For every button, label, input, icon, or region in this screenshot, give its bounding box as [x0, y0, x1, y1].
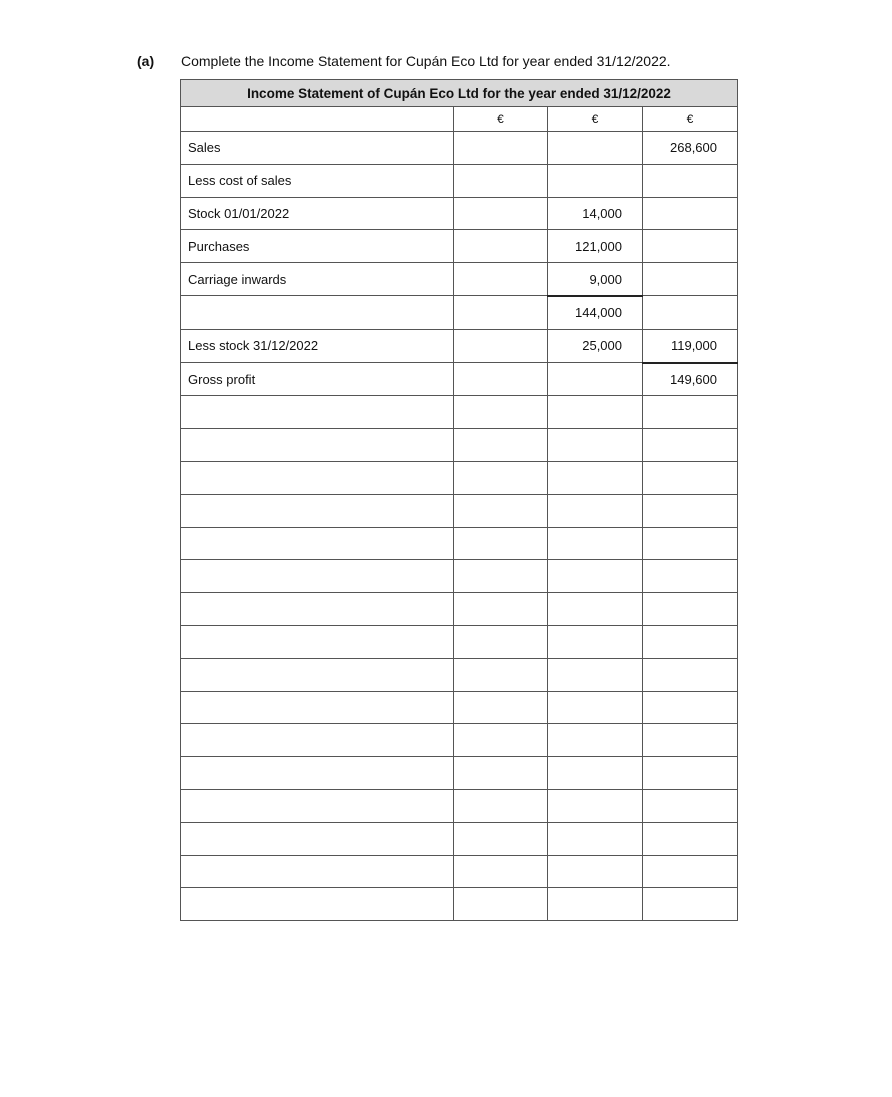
statement-row [181, 363, 738, 396]
amount-col3-cell: 268,600 [643, 132, 738, 165]
row-label-cell [181, 494, 454, 527]
amount-col1-cell [454, 296, 548, 329]
statement-row [181, 461, 738, 494]
row-label-cell [181, 527, 454, 560]
amount-col1-cell [454, 164, 548, 197]
question-label: (a) [137, 53, 155, 69]
amount-col1-cell [454, 429, 548, 462]
amount-col1-cell [454, 263, 548, 296]
amount-col2-cell [548, 757, 643, 790]
statement-row [181, 132, 738, 165]
amount-col2-cell [548, 789, 643, 822]
amount-col1-cell [454, 724, 548, 757]
statement-row [181, 822, 738, 855]
amount-col3-cell [643, 197, 738, 230]
amount-col3-cell [643, 429, 738, 462]
row-label-cell [181, 855, 454, 888]
row-label-cell [181, 296, 454, 329]
amount-col3-cell [643, 494, 738, 527]
amount-col1-cell [454, 658, 548, 691]
row-label-cell [181, 789, 454, 822]
amount-col2-cell [548, 396, 643, 429]
amount-col2-cell [548, 164, 643, 197]
amount-col1-cell [454, 822, 548, 855]
amount-col3-cell [643, 757, 738, 790]
statement-row [181, 691, 738, 724]
amount-col2-cell: 9,000 [548, 263, 643, 296]
amount-col1-cell [454, 363, 548, 396]
row-label-cell [181, 593, 454, 626]
row-label-cell: Stock 01/01/2022 [181, 197, 454, 230]
amount-col3-cell [643, 263, 738, 296]
statement-row [181, 888, 738, 921]
amount-col1-cell [454, 230, 548, 263]
amount-col2-cell [548, 658, 643, 691]
statement-row [181, 724, 738, 757]
statement-row [181, 494, 738, 527]
amount-col3-cell [643, 658, 738, 691]
statement-title: Income Statement of Cupán Eco Ltd for the year ended 31/12/2022 [181, 80, 738, 107]
statement-row [181, 658, 738, 691]
row-label-cell [181, 822, 454, 855]
row-label-cell [181, 625, 454, 658]
statement-row [181, 593, 738, 626]
amount-col1-cell [454, 494, 548, 527]
amount-col2-cell [548, 625, 643, 658]
amount-col3-cell: 149,600 [643, 363, 738, 396]
amount-col3-cell [643, 593, 738, 626]
row-label-cell [181, 757, 454, 790]
row-label-cell: Less cost of sales [181, 164, 454, 197]
row-label-cell: Purchases [181, 230, 454, 263]
statement-row [181, 164, 738, 197]
row-label-cell [181, 888, 454, 921]
currency-header-col3: € [643, 107, 738, 132]
row-label-cell: Less stock 31/12/2022 [181, 329, 454, 362]
statement-row [181, 263, 738, 296]
row-label-cell [181, 658, 454, 691]
amount-col2-cell [548, 363, 643, 396]
amount-col2-cell: 121,000 [548, 230, 643, 263]
currency-header-row [181, 107, 738, 132]
amount-col2-cell [548, 132, 643, 165]
amount-col2-cell [548, 691, 643, 724]
amount-col1-cell [454, 329, 548, 362]
statement-row [181, 855, 738, 888]
currency-header-col1: € [454, 107, 548, 132]
amount-col1-cell [454, 757, 548, 790]
amount-col2-cell [548, 855, 643, 888]
amount-col1-cell [454, 789, 548, 822]
income-statement-table [180, 79, 738, 921]
question-text: Complete the Income Statement for Cupán Eco Ltd for year ended 31/12/2022. [181, 53, 671, 69]
amount-col1-cell [454, 888, 548, 921]
statement-row [181, 527, 738, 560]
amount-col3-cell [643, 296, 738, 329]
header-blank-cell [181, 107, 454, 132]
amount-col2-cell: 14,000 [548, 197, 643, 230]
statement-row [181, 560, 738, 593]
amount-col1-cell [454, 560, 548, 593]
amount-col3-cell [643, 822, 738, 855]
row-label-cell [181, 560, 454, 593]
statement-row [181, 197, 738, 230]
amount-col2-cell: 144,000 [548, 296, 643, 329]
amount-col1-cell [454, 132, 548, 165]
amount-col2-cell [548, 461, 643, 494]
amount-col2-cell [548, 822, 643, 855]
amount-col1-cell [454, 593, 548, 626]
statement-row [181, 329, 738, 362]
amount-col1-cell [454, 461, 548, 494]
statement-row [181, 429, 738, 462]
statement-row [181, 396, 738, 429]
statement-row [181, 757, 738, 790]
amount-col2-cell [548, 888, 643, 921]
row-label-cell [181, 724, 454, 757]
row-label-cell: Gross profit [181, 363, 454, 396]
amount-col2-cell [548, 560, 643, 593]
statement-body [181, 132, 738, 921]
statement-row [181, 230, 738, 263]
amount-col3-cell [643, 789, 738, 822]
currency-header-col2: € [548, 107, 643, 132]
amount-col1-cell [454, 197, 548, 230]
amount-col2-cell [548, 724, 643, 757]
amount-col1-cell [454, 527, 548, 560]
amount-col1-cell [454, 691, 548, 724]
amount-col2-cell [548, 429, 643, 462]
amount-col1-cell [454, 396, 548, 429]
amount-col3-cell: 119,000 [643, 329, 738, 362]
row-label-cell [181, 691, 454, 724]
amount-col2-cell [548, 494, 643, 527]
amount-col2-cell: 25,000 [548, 329, 643, 362]
amount-col3-cell [643, 461, 738, 494]
amount-col3-cell [643, 691, 738, 724]
amount-col1-cell [454, 625, 548, 658]
amount-col3-cell [643, 164, 738, 197]
statement-row [181, 789, 738, 822]
row-label-cell [181, 396, 454, 429]
row-label-cell: Carriage inwards [181, 263, 454, 296]
row-label-cell [181, 429, 454, 462]
amount-col3-cell [643, 396, 738, 429]
amount-col3-cell [643, 724, 738, 757]
statement-row [181, 296, 738, 329]
row-label-cell [181, 461, 454, 494]
amount-col3-cell [643, 230, 738, 263]
row-label-cell: Sales [181, 132, 454, 165]
amount-col1-cell [454, 855, 548, 888]
amount-col3-cell [643, 527, 738, 560]
amount-col3-cell [643, 560, 738, 593]
amount-col3-cell [643, 625, 738, 658]
statement-row [181, 625, 738, 658]
amount-col3-cell [643, 855, 738, 888]
amount-col2-cell [548, 593, 643, 626]
amount-col2-cell [548, 527, 643, 560]
amount-col3-cell [643, 888, 738, 921]
